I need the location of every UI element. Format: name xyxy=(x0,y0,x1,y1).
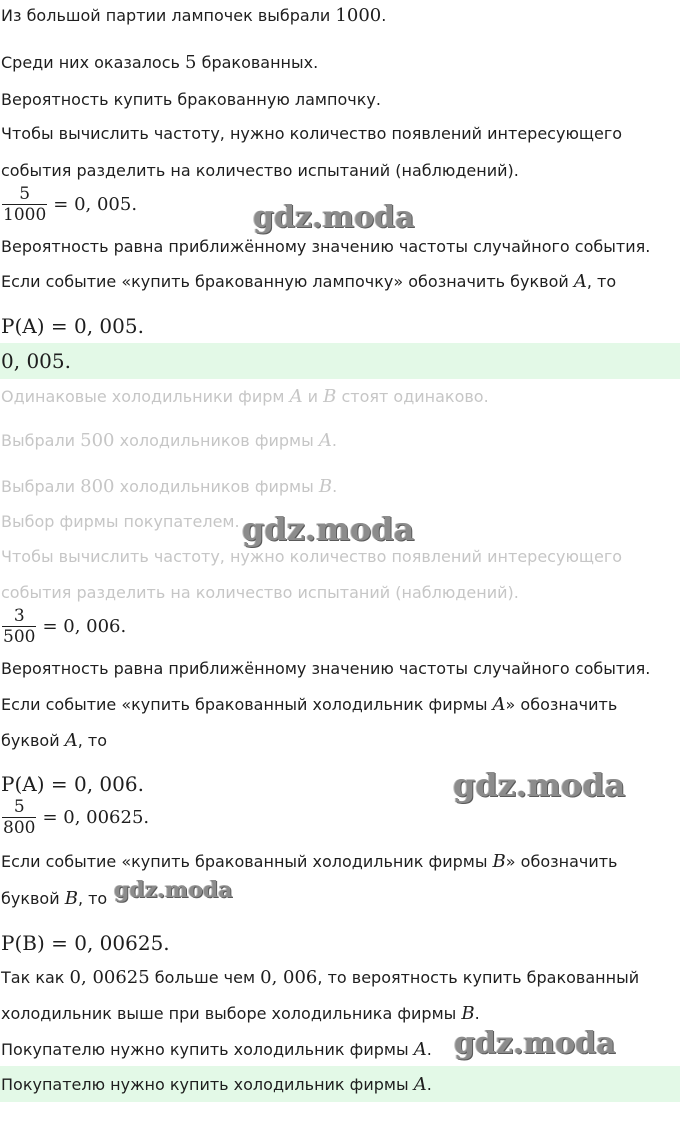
task1-line-4: Чтобы вычислить частоту, нужно количество появлений интересующего xyxy=(1,124,623,143)
task2-line-12-a: Так как xyxy=(1,968,70,987)
task2-fraction-a-numerator: 3 xyxy=(13,606,25,626)
task1-line-3: Вероятность купить бракованную лампочку. xyxy=(1,90,381,109)
watermark-logo: gdz.moda xyxy=(454,1026,616,1061)
task2-line-9-b: , то xyxy=(77,731,107,750)
task2-line-9 xyxy=(1,731,107,751)
task1-fraction-result: = 0, 005. xyxy=(53,194,138,215)
task2-line-14 xyxy=(1,1040,432,1060)
task2-line-11-b: , то xyxy=(77,889,108,908)
task2-line-9-a: буквой xyxy=(1,731,65,750)
task2-formula-a: P(A) = 0, 006. xyxy=(1,772,144,796)
task2-line-3 xyxy=(1,477,337,497)
task2-line-12 xyxy=(1,968,639,988)
task2-line-5: Чтобы вычислить частоту, нужно количество появлений интересующего xyxy=(1,547,623,566)
task2-line-12-c: , то вероятность купить бракованный xyxy=(317,968,640,987)
task2-line-6: события разделить на количество испытаний (наблюдений). xyxy=(1,583,519,602)
task1-line-2-text: Среди них оказалось xyxy=(1,53,186,72)
task1-line-2-end: бракованных. xyxy=(196,53,319,72)
task2-line-10-a: Если событие «купить бракованный холодильник фирмы xyxy=(1,852,493,871)
task1-line-6: Вероятность равна приближённому значению частоты случайного события. xyxy=(1,237,651,256)
task2-line-13 xyxy=(1,1004,480,1024)
task2-fraction-b-numerator: 5 xyxy=(13,797,25,817)
task1-line-1-text: Из большой партии лампочек выбрали xyxy=(1,6,336,25)
task2-line-1 xyxy=(1,387,489,407)
task2-line-3-a: Выбрали xyxy=(1,477,81,496)
task2-line-1-c: стоят одинаково. xyxy=(336,387,489,406)
task2-line-8-b: » обозначить xyxy=(505,695,618,714)
task2-line-13-b: . xyxy=(474,1004,480,1023)
task1-line-2 xyxy=(1,53,318,73)
task2-value-00625: 0, 00625 xyxy=(69,967,150,988)
task2-count-800: 800 xyxy=(80,476,115,497)
task2-formula-b: P(B) = 0, 00625. xyxy=(1,931,170,955)
task2-answer xyxy=(1,1075,432,1095)
task2-line-13-a: холодильник выше при выборе холодильника фирмы xyxy=(1,1004,462,1023)
task2-line-14-var: A xyxy=(413,1039,427,1060)
task2-line-11 xyxy=(1,889,107,909)
task2-count-500: 500 xyxy=(80,430,115,451)
task2-answer-a: Покупателю нужно купить холодильник фирмы xyxy=(1,1075,414,1094)
task1-fraction-numerator: 5 xyxy=(19,184,31,204)
task1-count-1000: 1000 xyxy=(335,5,382,26)
task2-line-7: Вероятность равна приближённому значению частоты случайного события. xyxy=(1,659,651,678)
task2-line-14-b: . xyxy=(426,1040,432,1059)
task2-fraction-a-stack xyxy=(2,606,36,647)
task2-line-2-a: Выбрали xyxy=(1,431,81,450)
task2-line-3-end: . xyxy=(332,477,338,496)
task1-line-7-end: , то xyxy=(586,272,617,291)
task2-line-8-a: Если событие «купить бракованный холодильник фирмы xyxy=(1,695,493,714)
task2-fraction-a xyxy=(2,606,126,647)
task2-line-2 xyxy=(1,431,337,451)
task2-line-4: Выбор фирмы покупателем. xyxy=(1,512,240,531)
task1-line-7-text: Если событие «купить бракованную лампочку» обозначить буквой xyxy=(1,272,574,291)
task1-answer-highlight xyxy=(0,343,680,379)
task2-line-2-b: холодильников фирмы xyxy=(114,431,319,450)
task2-line-10-var: B xyxy=(492,851,506,872)
task2-fraction-b-result: = 0, 00625. xyxy=(42,807,150,828)
task1-fraction-denominator: 1000 xyxy=(3,205,47,225)
task2-answer-b: . xyxy=(426,1075,432,1094)
task1-line-7 xyxy=(1,272,616,292)
watermark-logo: gdz.moda xyxy=(114,877,233,903)
task2-line-10-b: » обозначить xyxy=(505,852,618,871)
task2-line-3-var: B xyxy=(318,476,333,497)
task2-line-1-b: и xyxy=(302,387,324,406)
task2-line-3-b: холодильников фирмы xyxy=(114,477,319,496)
task2-line-1-var-b: B xyxy=(323,386,337,407)
task1-line-1-end: . xyxy=(381,6,387,25)
task1-fraction-stack xyxy=(2,184,47,225)
watermark-logo: gdz.moda xyxy=(253,200,415,235)
task2-line-2-end: . xyxy=(331,431,337,450)
task2-line-1-var-a: A xyxy=(289,386,303,407)
task1-fraction xyxy=(2,184,137,225)
task2-line-11-var: B xyxy=(64,888,78,909)
task1-line-1 xyxy=(1,6,386,26)
task2-line-10 xyxy=(1,852,617,872)
task2-value-0006: 0, 006 xyxy=(260,967,318,988)
task1-formula: P(A) = 0, 005. xyxy=(1,314,144,338)
watermark-logo: gdz.moda xyxy=(453,766,626,804)
watermark-logo: gdz.moda xyxy=(242,510,415,548)
task2-line-1-a: Одинаковые холодильники фирм xyxy=(1,387,290,406)
task2-fraction-b-denominator: 800 xyxy=(3,818,36,838)
task2-line-12-b: больше чем xyxy=(149,968,261,987)
task2-line-2-var: A xyxy=(318,430,332,451)
task1-line-7-var: A xyxy=(573,271,587,292)
task2-fraction-a-denominator: 500 xyxy=(3,627,36,647)
task2-line-8 xyxy=(1,695,617,715)
task1-defect-count: 5 xyxy=(185,52,197,73)
task2-line-8-var: A xyxy=(492,694,506,715)
task2-line-11-a: буквой xyxy=(1,889,65,908)
task2-fraction-b xyxy=(2,797,149,838)
task2-line-14-a: Покупателю нужно купить холодильник фирмы xyxy=(1,1040,414,1059)
task1-line-5: события разделить на количество испытаний (наблюдений). xyxy=(1,161,519,180)
task2-fraction-b-stack xyxy=(2,797,36,838)
task2-answer-var: A xyxy=(413,1074,427,1095)
task1-answer: 0, 005. xyxy=(1,349,71,373)
task2-line-9-var: A xyxy=(64,730,78,751)
task2-fraction-a-result: = 0, 006. xyxy=(42,616,127,637)
task2-line-13-var: B xyxy=(461,1003,475,1024)
